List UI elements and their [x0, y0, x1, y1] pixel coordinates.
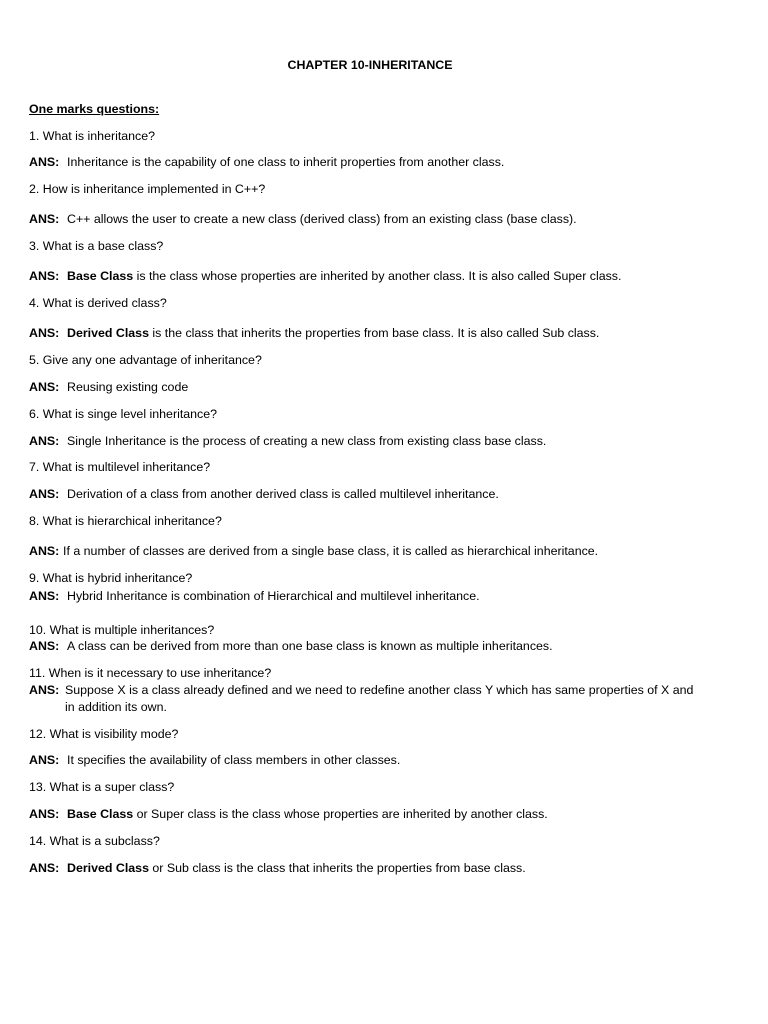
- question-9: 9. What is hybrid inheritance?: [29, 571, 193, 585]
- ans-label: ANS:: [29, 326, 60, 340]
- answer-11: [29, 682, 693, 698]
- question-4: 4. What is derived class?: [29, 296, 167, 310]
- question-1: 1. What is inheritance?: [29, 129, 156, 143]
- ans-label: ANS:: [29, 753, 60, 767]
- answer-text: Single Inheritance is the process of creating a new class from existing class base class.: [67, 434, 547, 448]
- answer-2: [29, 211, 577, 227]
- ans-label: ANS:: [29, 380, 60, 394]
- ans-label: ANS:: [29, 807, 60, 821]
- answer-text: C++ allows the user to create a new class (derived class) from an existing class (base class).: [67, 212, 577, 226]
- answer-9: [29, 588, 480, 604]
- ans-label: ANS:: [29, 155, 60, 169]
- question-13: 13. What is a super class?: [29, 780, 175, 794]
- answer-1: [29, 154, 504, 170]
- answer-13: [29, 806, 548, 822]
- answer-text: Derivation of a class from another derived class is called multilevel inheritance.: [67, 487, 499, 501]
- answer-text: is the class whose properties are inherited by another class. It is also called Super class.: [133, 269, 622, 283]
- answer-6: [29, 433, 546, 449]
- answer-bold-term: Base Class: [67, 269, 134, 283]
- ans-label: ANS:: [29, 639, 60, 653]
- question-6: 6. What is singe level inheritance?: [29, 407, 218, 421]
- answer-10: [29, 638, 553, 654]
- answer-text: Reusing existing code: [67, 380, 189, 394]
- answer-5: [29, 379, 188, 395]
- answer-11-continued: in addition its own.: [65, 700, 167, 714]
- answer-3: [29, 268, 621, 284]
- question-7: 7. What is multilevel inheritance?: [29, 460, 211, 474]
- answer-text: or Super class is the class whose properties are inherited by another class.: [133, 807, 548, 821]
- answer-text: If a number of classes are derived from a single base class, it is called as hierarchical inheritance.: [63, 544, 599, 558]
- ans-label: ANS:: [29, 861, 60, 875]
- question-5: 5. Give any one advantage of inheritance?: [29, 353, 262, 367]
- question-2: 2. How is inheritance implemented in C++?: [29, 182, 266, 196]
- answer-12: [29, 752, 400, 768]
- answer-text: Suppose X is a class already defined and we need to redefine another class Y which has same properties of X and: [65, 683, 694, 697]
- ans-label: ANS:: [29, 269, 60, 283]
- question-11: 11. When is it necessary to use inheritance?: [29, 666, 272, 680]
- answer-7: [29, 486, 499, 502]
- question-3: 3. What is a base class?: [29, 239, 164, 253]
- answer-bold-term: Derived Class: [67, 326, 149, 340]
- ans-label: ANS:: [29, 212, 60, 226]
- answer-bold-term: Derived Class: [67, 861, 149, 875]
- answer-text: It specifies the availability of class members in other classes.: [67, 753, 401, 767]
- ans-label: ANS:: [29, 589, 60, 603]
- answer-14: [29, 860, 526, 876]
- answer-text: Hybrid Inheritance is combination of Hierarchical and multilevel inheritance.: [67, 589, 480, 603]
- chapter-title: CHAPTER 10-INHERITANCE: [287, 58, 453, 72]
- ans-label: ANS:: [29, 544, 60, 558]
- answer-text: A class can be derived from more than one base class is known as multiple inheritances.: [67, 639, 553, 653]
- answer-bold-term: Base Class: [67, 807, 134, 821]
- question-8: 8. What is hierarchical inheritance?: [29, 514, 222, 528]
- question-12: 12. What is visibility mode?: [29, 727, 179, 741]
- answer-4: [29, 325, 599, 341]
- ans-label: ANS:: [29, 434, 60, 448]
- answer-8: [29, 543, 598, 559]
- question-14: 14. What is a subclass?: [29, 834, 160, 848]
- ans-label: ANS:: [29, 683, 60, 697]
- question-10: 10. What is multiple inheritances?: [29, 623, 215, 637]
- answer-text: or Sub class is the class that inherits the properties from base class.: [148, 861, 526, 875]
- answer-text: Inheritance is the capability of one class to inherit properties from another class.: [67, 155, 505, 169]
- answer-text: is the class that inherits the properties from base class. It is also called Sub class.: [148, 326, 600, 340]
- ans-label: ANS:: [29, 487, 60, 501]
- section-heading: One marks questions:: [29, 102, 160, 116]
